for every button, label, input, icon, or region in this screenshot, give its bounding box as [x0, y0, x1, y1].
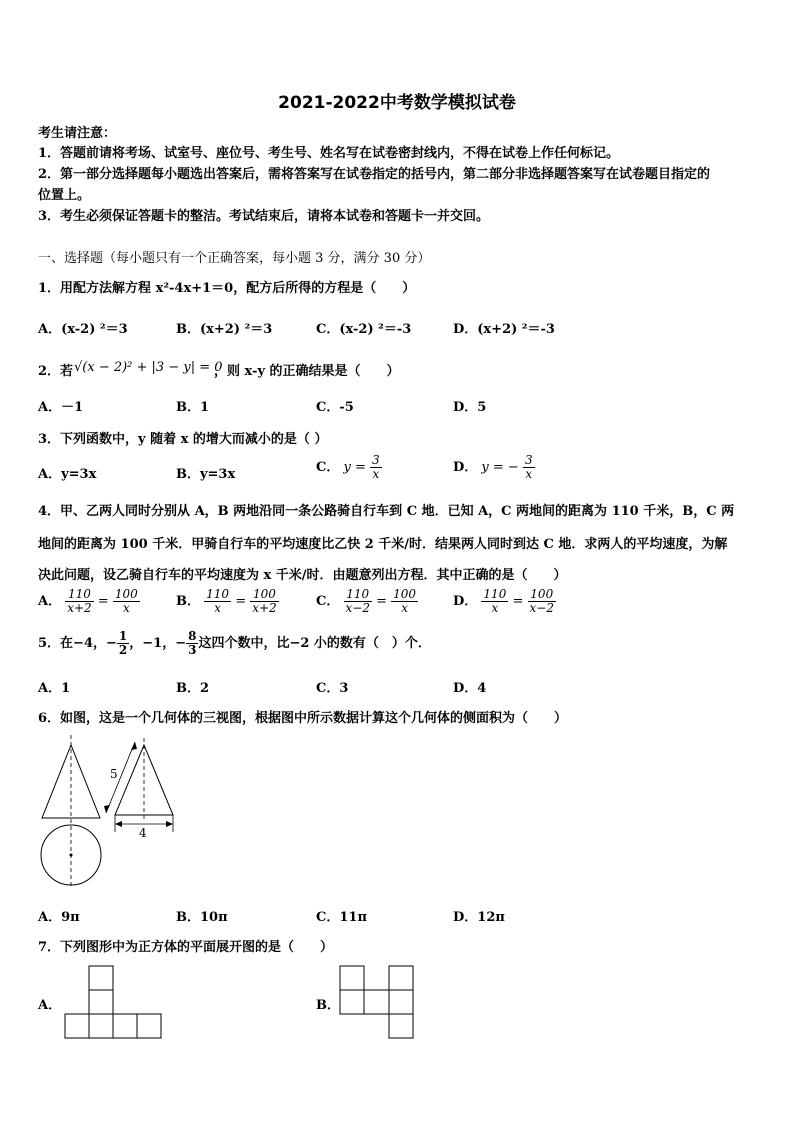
q4-a-rhs-den: x — [122, 601, 130, 615]
q4-option-d-label: D． — [453, 594, 478, 609]
q5-option-d[interactable]: D．4 — [453, 681, 487, 696]
q6-option-b[interactable]: B．10π — [176, 910, 228, 925]
q6-option-d[interactable]: D．12π — [453, 910, 505, 925]
page-title: 2021-2022中考数学模拟试卷 — [278, 93, 516, 113]
q5-option-c[interactable]: C．3 — [316, 681, 349, 696]
base-length-label: 4 — [139, 826, 147, 840]
q5-suffix: 这四个数中，比−2 小的数有（ ）个． — [198, 636, 431, 651]
question-2-prefix: 2．若 — [38, 364, 74, 379]
q3-option-a[interactable]: A．y=3x — [38, 467, 97, 482]
notice-item-3: 3．考生必须保证答题卡的整洁。考试结束后，请将本试卷和答题卡一并交回。 — [38, 209, 490, 224]
q4-option-b-label: B． — [176, 594, 200, 609]
q3-option-c-lhs: y = — [343, 460, 366, 475]
q3-option-d-lhs: y = − — [481, 460, 519, 475]
q4-c-rhs-num: 100 — [393, 587, 417, 601]
q3-c-denominator: x — [372, 467, 380, 481]
question-6-stem: 6．如图，这是一个几何体的三视图，根据图中所示数据计算这个几何体的侧面积为（ ） — [38, 711, 568, 726]
q2-option-c[interactable]: C．-5 — [316, 400, 354, 415]
q1-option-c[interactable]: C．(x-2) ²＝-3 — [316, 322, 412, 337]
q4-d-rhs-num: 100 — [528, 588, 556, 602]
q4-b-rhs-den: x+2 — [252, 601, 277, 615]
q4-a-lhs-den: x+2 — [67, 601, 92, 615]
q4-c-lhs-den: x−2 — [345, 601, 370, 615]
q4-option-c-label: C． — [316, 594, 340, 609]
section-heading: 一、选择题（每小题只有一个正确答案，每小题 3 分，满分 30 分） — [38, 251, 431, 266]
q1-option-a[interactable]: A．(x-2) ²＝3 — [38, 322, 128, 337]
q5-frac2-num: 8 — [188, 629, 197, 643]
question-1-stem: 1．用配方法解方程 x²-4x+1＝0，配方后所得的方程是（ ） — [38, 281, 416, 296]
q4-b-lhs-den: x — [214, 601, 221, 615]
q5-prefix: 5．在−4，− — [38, 636, 117, 651]
q4-b-lhs-num: 110 — [206, 587, 230, 601]
notice-item-2: 2．第一部分选择题每小题选出答案后，需将答案写在试卷指定的括号内，第二部分非选择题答案写在试卷题目指定的 — [38, 167, 711, 182]
q7-option-a[interactable]: A． — [38, 998, 62, 1013]
q5-frac1-den: 2 — [118, 643, 128, 657]
q4-c-rhs-den: x — [401, 601, 408, 615]
q4-d-lhs-num: 110 — [483, 587, 507, 601]
q4-a-rhs-num: 100 — [114, 587, 138, 601]
question-4-line-3: 决此问题，设乙骑自行车的平均速度为 x 千米/时．由题意列出方程．其中正确的是（ ） — [38, 568, 567, 583]
q2-option-b[interactable]: B．1 — [176, 400, 210, 415]
q5-frac1-num: 1 — [118, 629, 128, 643]
notice-item-2-cont: 位置上。 — [38, 188, 91, 203]
q4-b-rhs-num: 100 — [250, 588, 278, 602]
q4-c-lhs-num: 110 — [344, 588, 372, 602]
q3-option-c-label: C． — [316, 460, 340, 475]
question-4-line-1: 4．甲、乙两人同时分别从 A，B 两地沿同一条公路骑自行车到 C 地．已知 A，C 两地间的距离为 110 千米，B，C 两 — [38, 504, 735, 519]
q3-option-d-label: D． — [453, 460, 478, 475]
q4-b-equals: = — [235, 594, 247, 609]
question-2-suffix: ，则 x-y 的正确结果是（ ） — [214, 364, 400, 379]
net-a — [65, 966, 161, 1038]
notice-item-1: 1．答题前请将考场、试室号、座位号、考生号、姓名写在试卷密封线内，不得在试卷上作任何标记。 — [38, 146, 620, 161]
q6-option-a[interactable]: A．9π — [38, 910, 80, 925]
q5-frac2-den: 3 — [188, 643, 197, 657]
q3-d-numerator: 3 — [524, 453, 533, 467]
question-2-formula: √(x − 2)² + |3 − y| = 0 — [74, 360, 223, 375]
q7-option-b[interactable]: B． — [316, 998, 340, 1013]
q4-a-equals: = — [97, 594, 109, 609]
q4-option-a-label: A． — [38, 594, 62, 609]
q3-c-numerator: 3 — [372, 453, 380, 467]
q5-option-a[interactable]: A．1 — [38, 681, 71, 696]
q4-d-lhs-den: x — [491, 601, 499, 615]
question-3-stem: 3．下列函数中，y 随着 x 的增大而减小的是（ ） — [38, 432, 328, 447]
slant-length-label: 5 — [110, 767, 118, 781]
q3-option-b[interactable]: B．y=3x — [176, 467, 236, 482]
q2-option-a[interactable]: A．－1 — [38, 400, 84, 415]
q4-c-equals: = — [376, 594, 388, 609]
q3-d-denominator: x — [525, 467, 533, 481]
q4-d-equals: = — [512, 594, 524, 609]
q4-d-rhs-den: x−2 — [529, 601, 554, 615]
net-b — [340, 966, 413, 1038]
q2-option-d[interactable]: D．5 — [453, 400, 487, 415]
q1-option-b[interactable]: B．(x+2) ²＝3 — [176, 322, 273, 337]
question-7-stem: 7．下列图形中为正方体的平面展开图的是（ ） — [38, 940, 334, 955]
q5-mid: ，−1，− — [129, 636, 187, 651]
q4-a-lhs-num: 110 — [65, 588, 93, 602]
q6-option-c[interactable]: C．11π — [316, 910, 367, 925]
question-4-line-2: 地间的距离为 100 千米．甲骑自行车的平均速度比乙快 2 千米/时．结果两人同时到达 C 地．求两人的平均速度，为解 — [38, 537, 728, 552]
notice-heading: 考生请注意： — [38, 126, 117, 141]
q5-option-b[interactable]: B．2 — [176, 681, 210, 696]
q1-option-d[interactable]: D．(x+2) ²＝-3 — [453, 322, 555, 337]
